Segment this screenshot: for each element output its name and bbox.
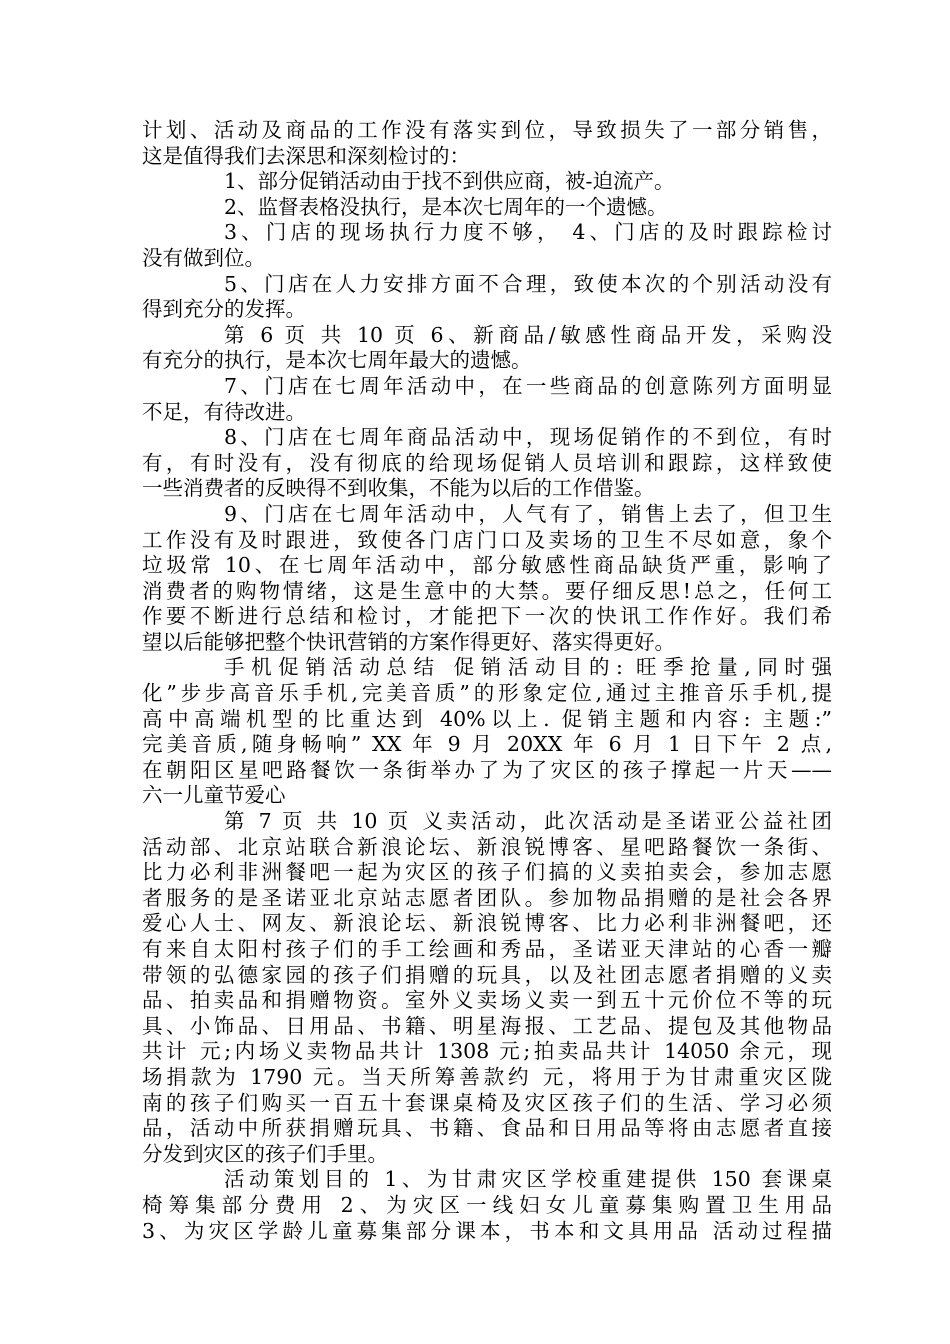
text-line: 带领的弘德家园的孩子们捐赠的玩具，以及社团志愿者捐赠的义卖 (142, 962, 832, 987)
text-line: 计划、活动及商品的工作没有落实到位，导致损失了一部分销售， (142, 118, 832, 142)
text-line: 这是值得我们去深思和深刻检讨的： (142, 143, 470, 168)
text-line: 消费者的购物情绪，这是生意中的大禁。要仔细反思!总之，任何工 (142, 578, 832, 603)
text-line: 椅筹集部分费用 2、为灾区一线妇女儿童募集购置卫生用品 (142, 1192, 832, 1217)
text-line: 南的孩子们购买一百五十套课桌椅及灾区孩子们的生活、学习必须 (142, 1090, 832, 1115)
text-line: 没有做到位。 (142, 245, 265, 270)
text-line: 者服务的是圣诺亚北京站志愿者团队。参加物品捐赠的是社会各界 (142, 885, 832, 910)
text-line: 工作没有及时跟进，致使各门店门口及卖场的卫生不尽如意，象个 (142, 527, 832, 552)
text-line: 完美音质,随身畅响” XX 年 9 月 20XX 年 6 月 1 日下午 2 点, (142, 732, 832, 757)
text-line: 9、门店在七周年活动中，人气有了，销售上去了，但卫生 (224, 501, 832, 526)
text-line: 活动部、北京站联合新浪论坛、新浪锐博客、星吧路餐饮一条街、 (142, 834, 832, 859)
text-line: 2、监督表格没执行，是本次七周年的一个遗憾。 (224, 194, 668, 219)
text-line: 六一儿童节爱心 (142, 783, 286, 808)
text-line: 在朝阳区星吧路餐饮一条街举办了为了灾区的孩子撑起一片天—— (142, 757, 832, 782)
text-line: 高中高端机型的比重达到 40%以上. 促销主题和内容: 主题:” (142, 706, 832, 731)
text-line: 手机促销活动总结 促销活动目的: 旺季抢量,同时强 (224, 655, 832, 680)
text-line: 5、门店在人力安排方面不合理，致使本次的个别活动没有 (224, 271, 832, 296)
text-line: 8、门店在七周年商品活动中，现场促销作的不到位，有时 (224, 425, 832, 450)
text-line: 7、门店在七周年活动中，在一些商品的创意陈列方面明显 (224, 373, 832, 398)
text-line: 3、门店的现场执行力度不够， 4、门店的及时跟踪检讨 (224, 220, 832, 245)
text-line: 有来自太阳村孩子们的手工绘画和秀品，圣诺亚天津站的心香一瓣 (142, 937, 832, 961)
text-line: 垃圾常 10、在七周年活动中，部分敏感性商品缺货严重，影响了 (142, 553, 832, 578)
text-line: 第 6 页 共 10 页 6、新商品/敏感性商品开发，采购没 (224, 322, 832, 347)
text-line: 分发到灾区的孩子们手里。 (142, 1141, 388, 1166)
text-line: 具、小饰品、日用品、书籍、明星海报、工艺品、提包及其他物品 (142, 1013, 832, 1038)
text-line: 活动策划目的 1、为甘肃灾区学校重建提供 150 套课桌 (224, 1167, 832, 1192)
text-line: 化”步步高音乐手机,完美音质”的形象定位,通过主推音乐手机,提 (142, 681, 832, 706)
text-line: 作要不断进行总结和检讨，才能把下一次的快讯工作作好。我们希 (142, 604, 832, 629)
text-line: 一些消费者的反映得不到收集，不能为以后的工作借鉴。 (142, 476, 655, 501)
text-line: 共计 元;内场义卖物品共计 1308 元;拍卖品共计 14050 余元，现 (142, 1039, 832, 1064)
text-line: 得到充分的发挥。 (142, 297, 306, 322)
text-line: 爱心人士、网友、新浪论坛、新浪锐博客、比力必利非洲餐吧，还 (142, 911, 832, 936)
text-line: 不足，有待改进。 (142, 399, 306, 424)
text-line: 品、拍卖品和捐赠物资。室外义卖场义卖一到五十元价位不等的玩 (142, 988, 832, 1013)
text-line: 有，有时没有，没有彻底的给现场促销人员培训和跟踪，这样致使 (142, 450, 832, 475)
text-line: 第 7 页 共 10 页 义卖活动，此次活动是圣诺亚公益社团 (224, 809, 832, 834)
text-line: 有充分的执行，是本次七周年最大的遗憾。 (142, 348, 532, 373)
document-page (142, 118, 832, 1244)
text-line: 望以后能够把整个快讯营销的方案作得更好、落实得更好。 (142, 629, 675, 654)
text-line: 品，活动中所获捐赠玩具、书籍、食品和日用品等将由志愿者直接 (142, 1116, 832, 1141)
text-line: 3、为灾区学龄儿童募集部分课本，书本和文具用品 活动过程描 (142, 1218, 832, 1243)
text-line: 场捐款为 1790 元。当天所筹善款约 元，将用于为甘肃重灾区陇 (142, 1064, 832, 1089)
text-line: 比力必利非洲餐吧一起为灾区的孩子们搞的义卖拍卖会，参加志愿 (142, 860, 832, 885)
text-line: 1、部分促销活动由于找不到供应商，被-迫流产。 (224, 169, 675, 194)
